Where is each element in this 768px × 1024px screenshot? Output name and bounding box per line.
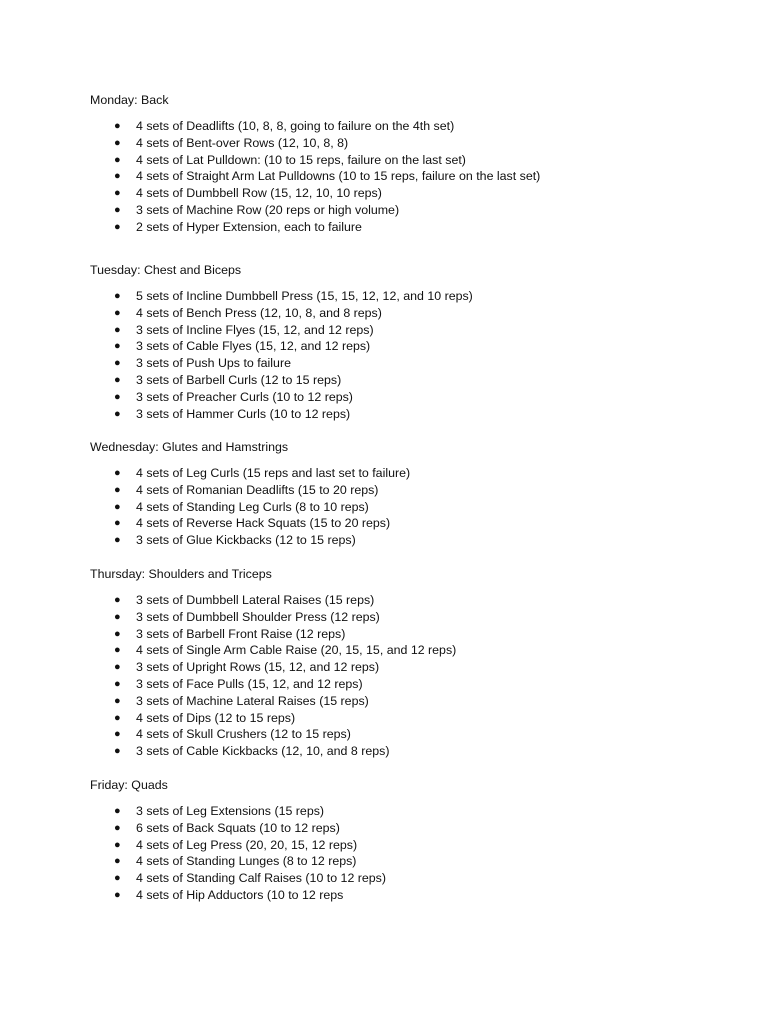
day-heading-friday: Friday: Quads xyxy=(90,778,168,792)
bullet-icon: ● xyxy=(114,500,121,513)
bullet-icon: ● xyxy=(114,187,121,200)
bullet-icon: ● xyxy=(114,677,121,690)
document-page: Monday: Back ● 4 sets of Deadlifts (10, 8, 8, going to failure on the 4th set) ● 4 sets of Bent-over Rows (12, 10, 8, 8) ● 4 sets of Lat Pulldown: (10 to 15 reps, failure on the last set) ● 4 sets of Straight Arm Lat Pulldowns (10 to 15 reps, failure on the last set) ● 4 sets of Dumbbell Row (15, 12, 10, 10 reps) ● 3 sets of Machine Row (20 reps or high volume) ● 2 sets of Hyper Extension, each to failure Tuesday: Chest and Biceps ● 5 sets of Incline Dumbbell Press (15, 15, 12, 12, and 10 reps) ● 4 sets of Bench Press (12, 10, 8, and 8 reps) ● 3 sets of Incline Flyes (15, 12, and 12 reps) ● 3 sets of Cable Flyes (15, 12, and 12 reps) ● 3 sets of Push Ups to failure ● 3 sets of Barbell Curls (12 to 15 reps) ● 3 sets of Preacher Curls (10 to 12 reps) ● 3 sets of Hammer Curls (10 to 12 reps) Wednesday: Glutes and Hamstrings ● 4 sets of Leg Curls (15 reps and last set to failure) ● 4 sets of Romanian Deadlifts (15 to 20 reps) ● 4 sets of Standing Leg Curls (8 to 10 reps) ● 4 sets of Reverse Hack Squats (15 to 20 reps) ● 3 sets of Glue Kickbacks (12 to 15 reps) Thursday: Shoulders and Triceps ● 3 sets of Dumbbell Lateral Raises (15 reps) ● 3 sets of Dumbbell Shoulder Press (12 reps) ● 3 sets of Barbell Front Raise (12 reps) ● 4 sets of Single Arm Cable Raise (20, 15, 15, and 12 reps) ● 3 sets of Upright Rows (15, 12, and 12 reps) ● 3 sets of Face Pulls (15, 12, and 12 reps) ● 3 sets of Machine Lateral Raises (15 reps) ● 4 sets of Dips (12 to 15 reps) ● 4 sets of Skull Crushers (12 to 15 reps) ● 3 sets of Cable Kickbacks (12, 10, and 8 reps) Friday: Quads ● 3 sets of Leg Extensions (15 reps) ● 6 sets of Back Squats (10 to 12 reps) ● 4 sets of Leg Press (20, 20, 15, 12 reps) ● 4 sets of Standing Lunges (8 to 12 reps) ● 4 sets of Standing Calf Raises (10 to 12 reps) ● 4 sets of Hip Adductors (10 to 12 reps xyxy=(90,93,541,902)
bullet-icon: ● xyxy=(114,711,121,724)
day-heading-monday: Monday: Back xyxy=(90,93,169,107)
bullet-icon: ● xyxy=(114,467,121,479)
bullet-icon: ● xyxy=(114,153,121,166)
bullet-icon: ● xyxy=(114,805,121,817)
bullet-icon: ● xyxy=(114,517,121,530)
bullet-icon: ● xyxy=(114,855,121,868)
bullet-icon: ● xyxy=(114,872,121,885)
bullet-icon: ● xyxy=(114,203,121,216)
bullet-icon: ● xyxy=(114,120,121,132)
bullet-icon: ● xyxy=(114,694,121,707)
bullet-icon: ● xyxy=(114,745,121,758)
day-heading-wednesday: Wednesday: Glutes and Hamstrings xyxy=(90,440,289,454)
day-heading-thursday: Thursday: Shoulders and Triceps xyxy=(90,567,272,581)
bullet-icon: ● xyxy=(114,821,121,834)
bullet-icon: ● xyxy=(114,170,121,183)
bullet-icon: ● xyxy=(114,373,121,386)
bullet-icon: ● xyxy=(114,407,121,420)
bullet-icon: ● xyxy=(114,594,121,606)
bullet-icon: ● xyxy=(114,340,121,353)
bullet-icon: ● xyxy=(114,323,121,336)
bullet-icon: ● xyxy=(114,627,121,640)
bullet-icon: ● xyxy=(114,610,121,623)
bullet-icon: ● xyxy=(114,390,121,403)
bullet-icon: ● xyxy=(114,644,121,657)
bullet-icon: ● xyxy=(114,728,121,741)
bullet-icon: ● xyxy=(114,290,121,302)
bullet-icon: ● xyxy=(114,534,121,547)
bullet-icon: ● xyxy=(114,220,121,233)
bullet-icon: ● xyxy=(114,888,121,901)
bullet-icon: ● xyxy=(114,661,121,674)
bullet-icon: ● xyxy=(114,136,121,149)
bullet-icon: ● xyxy=(114,838,121,851)
bullet-icon: ● xyxy=(114,306,121,319)
day-heading-tuesday: Tuesday: Chest and Biceps xyxy=(90,263,242,277)
bullet-icon: ● xyxy=(114,483,121,496)
bullet-icon: ● xyxy=(114,357,121,370)
